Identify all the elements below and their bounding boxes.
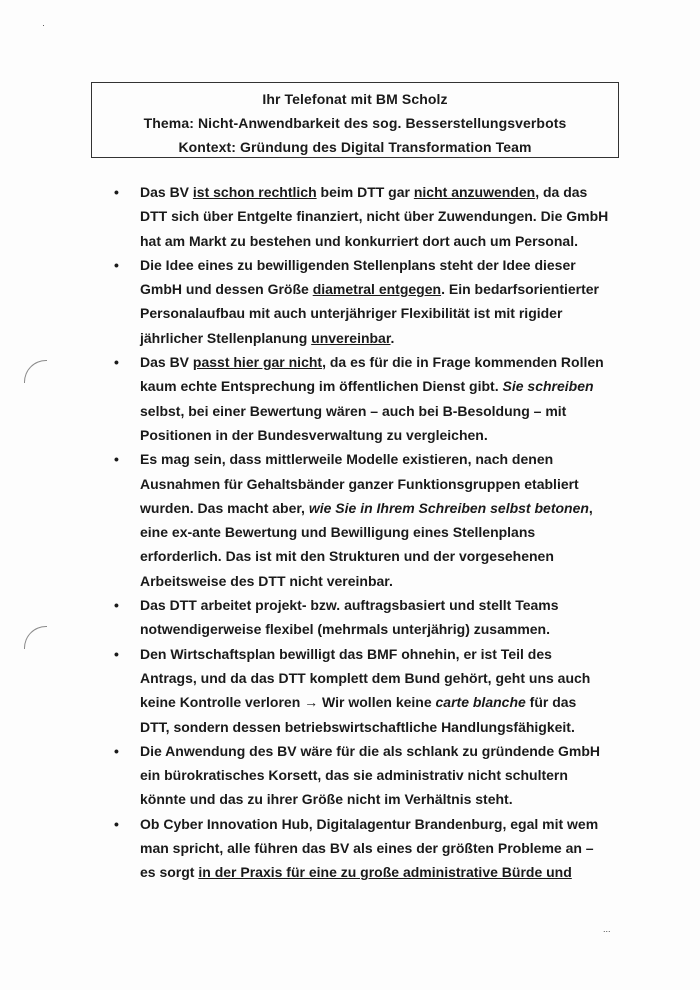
text-line bbox=[140, 642, 612, 666]
text-segment: für das bbox=[525, 694, 577, 711]
text-line bbox=[140, 301, 612, 325]
bullet-dot: • bbox=[114, 597, 119, 614]
text-line bbox=[140, 787, 612, 811]
text-segment: Den Wirtschaftsplan bewilligt das BMF ohnehin, er ist Teil des bbox=[140, 645, 552, 662]
text-line bbox=[140, 520, 612, 544]
text-line bbox=[140, 593, 612, 617]
bullet-dot: • bbox=[114, 742, 119, 759]
text-segment: erforderlich. Das ist mit den Strukturen und der vorgesehenen bbox=[140, 548, 554, 565]
text-segment: , da das bbox=[535, 184, 588, 200]
text-segment: Arbeitsweise des DTT nicht vereinbar. bbox=[140, 572, 393, 589]
underlined-text: ist schon rechtlich bbox=[192, 184, 317, 200]
header-title: Ihr Telefonat mit BM Scholz bbox=[262, 91, 448, 107]
text-line bbox=[140, 666, 612, 690]
text-segment: selbst, bei einer Bewertung wären – auch bei B-Besoldung – mit bbox=[140, 402, 567, 419]
text-line bbox=[140, 569, 612, 593]
text-segment: DTT sich über Entgelte finanziert, nicht über Zuwendungen. Die GmbH bbox=[140, 208, 609, 225]
text-segment: Ausnahmen für Gehaltsbänder ganzer Funktionsgruppen etabliert bbox=[140, 475, 579, 492]
text-line bbox=[140, 860, 612, 884]
text-segment: Positionen in der Bundesverwaltung zu vergleichen. bbox=[140, 426, 488, 443]
text-line bbox=[140, 326, 612, 350]
text-line bbox=[140, 374, 612, 398]
text-segment: keine Kontrolle verloren → Wir wollen keine bbox=[140, 694, 436, 711]
italic-text: carte blanche bbox=[435, 694, 526, 711]
text-segment: ein bürokratisches Korsett, das sie administrativ nicht schultern bbox=[140, 767, 568, 784]
text-segment: es sorgt bbox=[140, 864, 199, 881]
text-segment: , bbox=[588, 499, 593, 516]
punch-hole-mark bbox=[24, 360, 47, 383]
text-line bbox=[140, 229, 612, 253]
text-segment: . bbox=[390, 329, 395, 346]
text-segment: Das BV bbox=[140, 184, 193, 200]
text-line bbox=[140, 496, 612, 520]
text-segment: wurden. Das macht aber, bbox=[140, 499, 309, 516]
text-segment: eine ex-ante Bewertung und Bewilligung eines Stellenplans bbox=[140, 524, 536, 541]
text-line bbox=[140, 763, 612, 787]
text-segment: beim DTT gar bbox=[316, 184, 414, 200]
bullet-item bbox=[112, 180, 612, 253]
underlined-text: nicht anzuwenden bbox=[413, 184, 536, 200]
text-line bbox=[140, 617, 612, 641]
text-segment: kaum echte Entsprechung im öffentlichen Dienst gibt. bbox=[140, 378, 503, 395]
bullet-item bbox=[112, 447, 612, 593]
text-segment: Das DTT arbeitet projekt- bzw. auftragsbasiert und stellt Teams bbox=[140, 597, 559, 614]
bullet-item bbox=[112, 350, 612, 447]
underlined-text: passt hier gar nicht bbox=[192, 354, 323, 371]
header-context: Kontext: Gründung des Digital Transformation Team bbox=[178, 139, 532, 155]
text-line bbox=[140, 472, 612, 496]
underlined-text: unvereinbar bbox=[311, 329, 391, 346]
text-segment: Ob Cyber Innovation Hub, Digitalagentur Brandenburg, egal mit wem bbox=[140, 815, 599, 832]
text-segment: notwendigerweise flexibel (mehrmals unterjährig) zusammen. bbox=[140, 621, 550, 638]
text-line bbox=[140, 180, 612, 204]
text-line bbox=[140, 253, 612, 277]
bullet-dot: • bbox=[114, 184, 119, 200]
bullet-dot: • bbox=[114, 815, 119, 832]
text-line bbox=[140, 350, 612, 374]
bullet-item bbox=[112, 593, 612, 642]
text-line bbox=[140, 739, 612, 763]
text-segment: Die Anwendung des BV wäre für die als schlank zu gründende GmbH bbox=[140, 742, 601, 759]
bullet-dot: • bbox=[114, 645, 119, 662]
scan-mark-bottom: ... bbox=[603, 924, 611, 934]
underlined-text: in der Praxis für eine zu große administrative Bürde und bbox=[198, 864, 572, 881]
text-line bbox=[140, 812, 612, 836]
text-segment: , da es für die in Frage kommenden Rollen bbox=[322, 354, 604, 371]
bullet-dot: • bbox=[114, 451, 119, 468]
text-line bbox=[140, 277, 612, 301]
text-line bbox=[140, 423, 612, 447]
bullet-item bbox=[112, 812, 612, 885]
text-line bbox=[140, 399, 612, 423]
text-segment: Personalaufbau mit auch unterjähriger Flexibilität ist mit rigider bbox=[140, 305, 563, 322]
text-segment: . Ein bedarfsorientierter bbox=[441, 281, 600, 298]
bullet-dot: • bbox=[114, 354, 119, 371]
bullet-item bbox=[112, 253, 612, 350]
text-line bbox=[140, 447, 612, 471]
text-line bbox=[140, 544, 612, 568]
punch-hole-mark bbox=[24, 626, 47, 649]
bullet-list bbox=[112, 180, 612, 885]
text-line bbox=[140, 204, 612, 228]
text-line bbox=[140, 836, 612, 860]
text-segment: jährlicher Stellenplanung bbox=[140, 329, 312, 346]
bullet-dot: • bbox=[114, 256, 119, 273]
underlined-text: diametral entgegen bbox=[312, 281, 442, 298]
text-segment: man spricht, alle führen das BV als eines der größten Probleme an – bbox=[140, 840, 594, 857]
text-segment: Antrags, und da das DTT komplett dem Bund gehört, geht uns auch bbox=[140, 669, 591, 686]
italic-text: wie Sie in Ihrem Schreiben selbst betonen bbox=[308, 499, 589, 516]
text-segment: hat am Markt zu bestehen und konkurriert dort auch um Personal. bbox=[140, 232, 578, 249]
text-line bbox=[140, 690, 612, 714]
text-segment: Die Idee eines zu bewilligenden Stellenplans steht der Idee dieser bbox=[140, 256, 576, 273]
text-line bbox=[140, 715, 612, 739]
header-topic: Thema: Nicht-Anwendbarkeit des sog. Besserstellungsverbots bbox=[143, 115, 567, 131]
header-box bbox=[91, 82, 619, 158]
text-segment: GmbH und dessen Größe bbox=[140, 281, 313, 298]
bullet-item bbox=[112, 642, 612, 739]
bullet-item bbox=[112, 739, 612, 812]
italic-text: Sie schreiben bbox=[502, 378, 594, 395]
text-segment: Es mag sein, dass mittlerweile Modelle existieren, nach denen bbox=[140, 451, 554, 468]
scan-mark-top: · bbox=[42, 20, 45, 30]
text-segment: könnte und das zu ihrer Größe nicht im Verhältnis steht. bbox=[140, 791, 513, 808]
text-segment: Das BV bbox=[140, 354, 193, 371]
text-segment: DTT, sondern dessen betriebswirtschaftliche Handlungsfähigkeit. bbox=[140, 718, 575, 735]
